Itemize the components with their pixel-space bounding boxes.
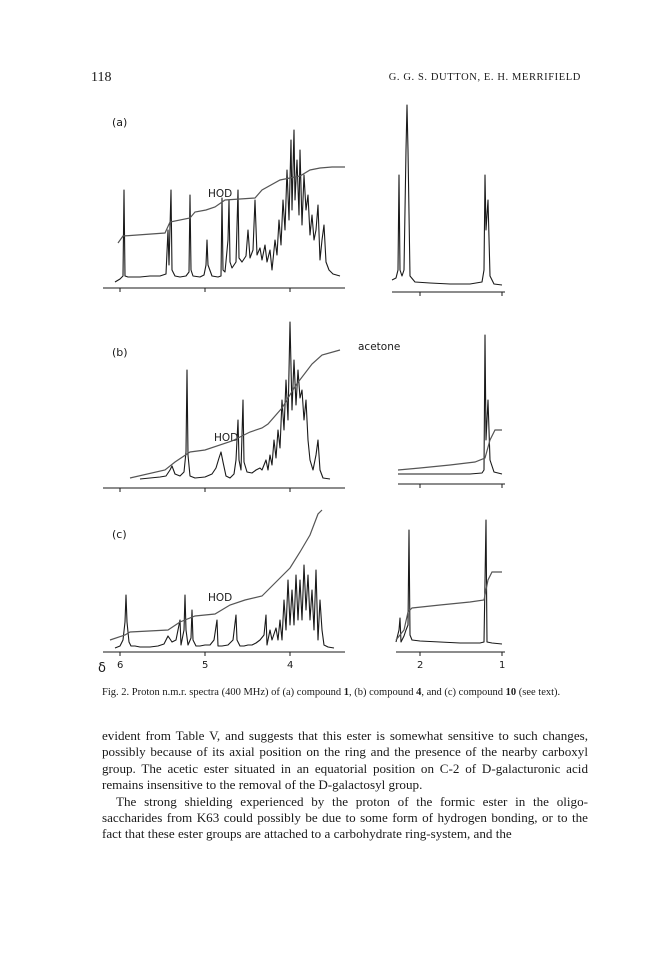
paragraph-1: evident from Table V, and suggests that this ester is somewhat sensitive to such changes, possibly because of its axial position on the ring and the presence of the nearby carboxyl group. The acetic ester situated in an equatorial position on C-2 of D-galacturonic acid remains insensitive to the removal of the D-galactosyl group. <box>102 728 588 793</box>
spectrum-panel-b <box>103 322 505 492</box>
hod-label-c: HOD <box>208 592 233 604</box>
figure-caption: Fig. 2. Proton n.m.r. spectra (400 MHz) of (a) compound 1, (b) compound 4, and (c) compound 10 (see text). <box>102 687 561 698</box>
spectrum-trace-c-high-field <box>396 520 502 644</box>
spectrum-trace-a-high-field <box>392 105 502 285</box>
integral-curve-b <box>130 350 340 478</box>
panel-label-b: (b) <box>112 346 128 359</box>
spectrum-trace-a <box>115 130 340 282</box>
running-head: G. G. S. DUTTON, E. H. MERRIFIELD <box>388 72 581 83</box>
axis-tick-4: 4 <box>287 660 294 671</box>
page-number: 118 <box>91 70 112 85</box>
acetone-label-b: acetone <box>358 341 401 353</box>
panel-label-a: (a) <box>112 116 128 129</box>
axis-tick-6: 6 <box>117 660 124 671</box>
panel-label-c: (c) <box>112 528 127 541</box>
paragraph-2: The strong shielding experienced by the proton of the formic ester in the oligo-saccharides from K63 could possibly be due to some form of hydrogen bonding, or to the fact that these ester groups are attached to a carbohydrate ring-system, and the <box>102 793 588 842</box>
axis-tick-5: 5 <box>202 660 209 671</box>
integral-curve-a <box>118 167 345 243</box>
spectrum-panel-c <box>103 510 505 656</box>
chemical-shift-axis <box>98 660 505 676</box>
delta-symbol: δ <box>98 661 106 676</box>
hod-label-a: HOD <box>208 188 233 200</box>
spectrum-trace-c <box>115 565 334 648</box>
body-text <box>102 728 588 843</box>
axis-tick-2: 2 <box>417 660 424 671</box>
spectrum-panel-a <box>103 105 505 296</box>
caption-fig-label: Fig. 2. <box>102 687 130 698</box>
axis-tick-1: 1 <box>499 660 506 671</box>
spectrum-trace-b <box>140 322 330 479</box>
hod-label-b: HOD <box>214 432 239 444</box>
